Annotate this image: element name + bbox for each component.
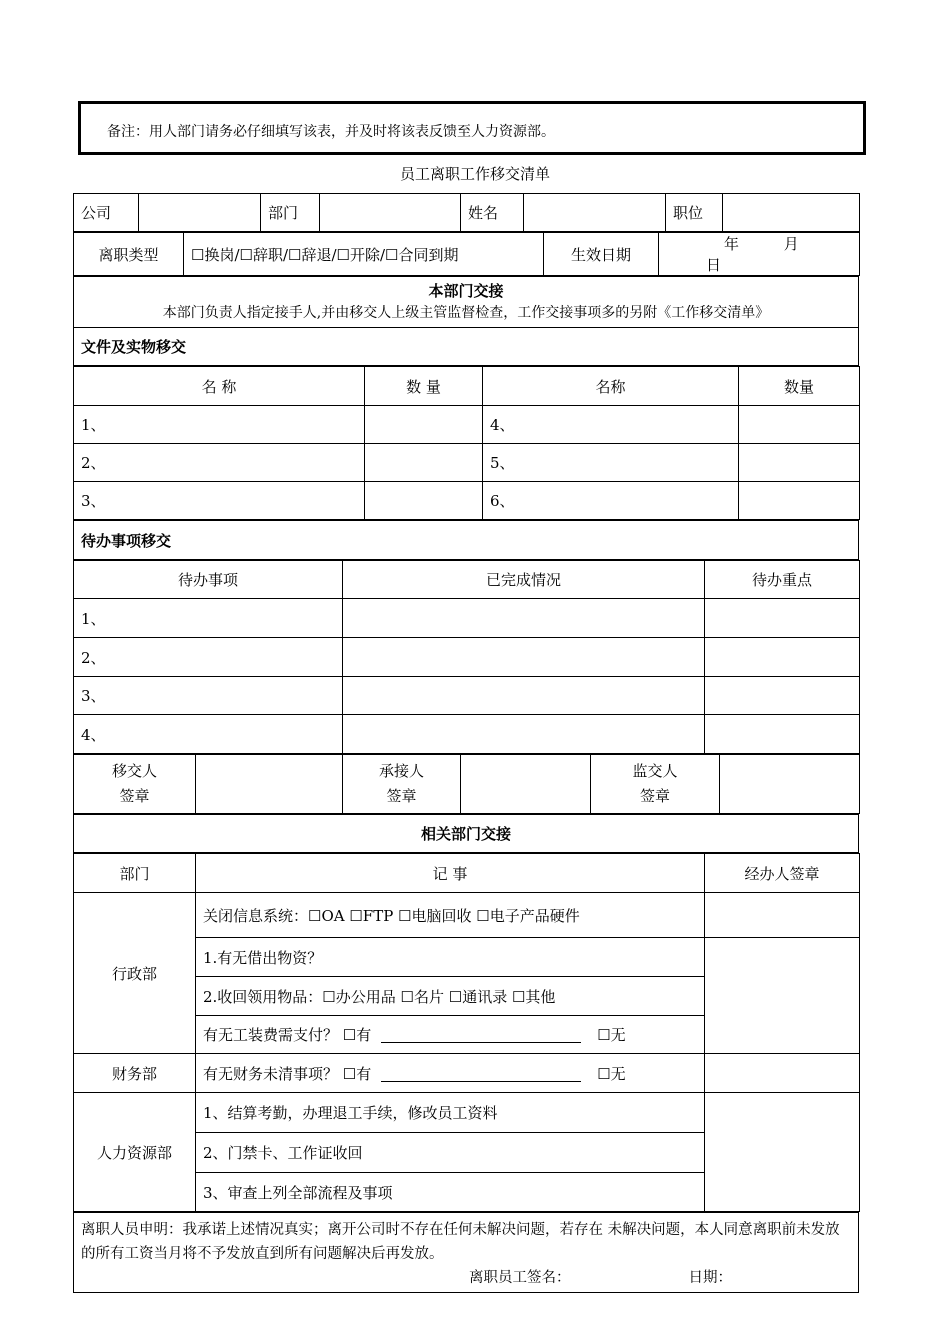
position-label: 职位 — [666, 194, 723, 232]
handover-sign-field[interactable] — [196, 755, 343, 814]
table-row — [74, 677, 860, 715]
todo-done[interactable] — [343, 638, 705, 677]
supervisor-sign-field[interactable] — [720, 755, 860, 814]
todo-done[interactable] — [343, 599, 705, 638]
related-section-title: 相关部门交接 — [74, 815, 859, 853]
declaration-text: 离职人员申明：我承诺上述情况真实；离开公司时不存在任何未解决问题，若存在 未解决问题，本人同意离职前未发放的所有工资当月将不予发放直到所有问题解决后再发放。 — [81, 1222, 840, 1262]
todo-item[interactable]: 3、 — [74, 677, 343, 715]
todo-key[interactable] — [705, 715, 860, 754]
files-col-name-1: 名 称 — [74, 367, 365, 406]
files-section-title: 文件及实物移交 — [74, 328, 859, 366]
leave-type-options[interactable]: ☐换岗/☐辞职/☐辞退/☐开除/☐合同到期 — [184, 233, 544, 276]
note-box — [78, 101, 866, 155]
file-item[interactable]: 2、 — [74, 444, 365, 482]
leave-type-label: 离职类型 — [74, 233, 184, 276]
file-qty[interactable] — [365, 482, 483, 520]
file-qty[interactable] — [739, 482, 860, 520]
todo-col-key: 待办重点 — [705, 561, 860, 599]
finance-sign[interactable] — [705, 1054, 860, 1093]
name-label: 姓名 — [461, 194, 524, 232]
files-col-qty-1: 数 量 — [365, 367, 483, 406]
finance-dept: 财务部 — [74, 1054, 196, 1093]
table-row — [74, 406, 860, 444]
handover-sign-label: 移交人 签章 — [74, 755, 196, 814]
file-item[interactable]: 6、 — [483, 482, 739, 520]
admin-close-systems[interactable]: 关闭信息系统：☐OA ☐FTP ☐电脑回收 ☐电子产品硬件 — [196, 893, 705, 938]
file-item[interactable]: 1、 — [74, 406, 365, 444]
todo-section-title: 待办事项移交 — [74, 521, 859, 560]
todo-key[interactable] — [705, 677, 860, 715]
effective-date-label: 生效日期 — [544, 233, 659, 276]
position-field[interactable] — [723, 194, 860, 232]
signature-label[interactable]: 离职员工签名： — [469, 1270, 571, 1286]
admin-uniform-fee[interactable]: 有无工装费需支付？ ☐有 ☐无 — [196, 1016, 705, 1054]
related-col-dept: 部门 — [74, 854, 196, 893]
todo-col-item: 待办事项 — [74, 561, 343, 599]
admin-sign[interactable] — [705, 893, 860, 938]
receiver-sign-field[interactable] — [461, 755, 591, 814]
declaration-sign-line — [81, 1266, 851, 1290]
file-qty[interactable] — [739, 406, 860, 444]
file-qty[interactable] — [739, 444, 860, 482]
header-section — [73, 193, 860, 1293]
page-title: 员工离职工作移交清单 — [399, 165, 550, 183]
todo-item[interactable]: 4、 — [74, 715, 343, 754]
date-label[interactable]: 日期： — [688, 1270, 732, 1286]
receiver-sign-label: 承接人 签章 — [343, 755, 461, 814]
todo-done[interactable] — [343, 677, 705, 715]
admin-return-items[interactable]: 2.收回领用物品：☐办公用品 ☐名片 ☐通讯录 ☐其他 — [196, 977, 705, 1016]
related-col-record: 记 事 — [196, 854, 705, 893]
todo-key[interactable] — [705, 638, 860, 677]
related-col-sign: 经办人签章 — [705, 854, 860, 893]
hr-item-2[interactable]: 2、门禁卡、工作证收回 — [196, 1133, 705, 1173]
table-row — [74, 444, 860, 482]
file-item[interactable]: 5、 — [483, 444, 739, 482]
todo-key[interactable] — [705, 599, 860, 638]
company-field[interactable] — [139, 194, 261, 232]
dept-handover-desc: 本部门负责人指定接手人,并由移交人上级主管监督检查，工作交接事项多的另附《工作移交清单》 — [162, 305, 770, 321]
file-item[interactable]: 4、 — [483, 406, 739, 444]
supervisor-sign-label: 监交人 签章 — [591, 755, 720, 814]
hr-item-1[interactable]: 1、结算考勤，办理退工手续，修改员工资料 — [196, 1093, 705, 1133]
file-qty[interactable] — [365, 444, 483, 482]
dept-field[interactable] — [320, 194, 461, 232]
file-item[interactable]: 3、 — [74, 482, 365, 520]
todo-col-done: 已完成情况 — [343, 561, 705, 599]
file-qty[interactable] — [365, 406, 483, 444]
admin-sign-2[interactable] — [705, 938, 860, 1054]
dept-handover-title: 本部门交接 — [428, 282, 504, 300]
dept-label: 部门 — [261, 194, 320, 232]
declaration — [74, 1213, 859, 1293]
admin-dept: 行政部 — [74, 893, 196, 1054]
finance-pending[interactable]: 有无财务未清事项？ ☐有 ☐无 — [196, 1054, 705, 1093]
table-row — [74, 599, 860, 638]
table-row — [74, 715, 860, 754]
name-field[interactable] — [524, 194, 666, 232]
blank-line[interactable] — [381, 1067, 581, 1082]
company-label: 公司 — [74, 194, 139, 232]
hr-sign[interactable] — [705, 1093, 860, 1212]
todo-item[interactable]: 1、 — [74, 599, 343, 638]
files-col-name-2: 名称 — [483, 367, 739, 406]
hr-item-3[interactable]: 3、审查上列全部流程及事项 — [196, 1173, 705, 1212]
table-row — [74, 638, 860, 677]
todo-item[interactable]: 2、 — [74, 638, 343, 677]
hr-dept: 人力资源部 — [74, 1093, 196, 1212]
admin-lent-items[interactable]: 1.有无借出物资？ — [196, 938, 705, 977]
table-row — [74, 482, 860, 520]
dept-handover-section — [74, 277, 859, 328]
files-col-qty-2: 数量 — [739, 367, 860, 406]
blank-line[interactable] — [381, 1028, 581, 1043]
note-text: 备注：用人部门请务必仔细填写该表，并及时将该表反馈至人力资源部。 — [107, 124, 555, 140]
effective-date-field[interactable]: 年 月 日 — [659, 233, 860, 276]
todo-done[interactable] — [343, 715, 705, 754]
